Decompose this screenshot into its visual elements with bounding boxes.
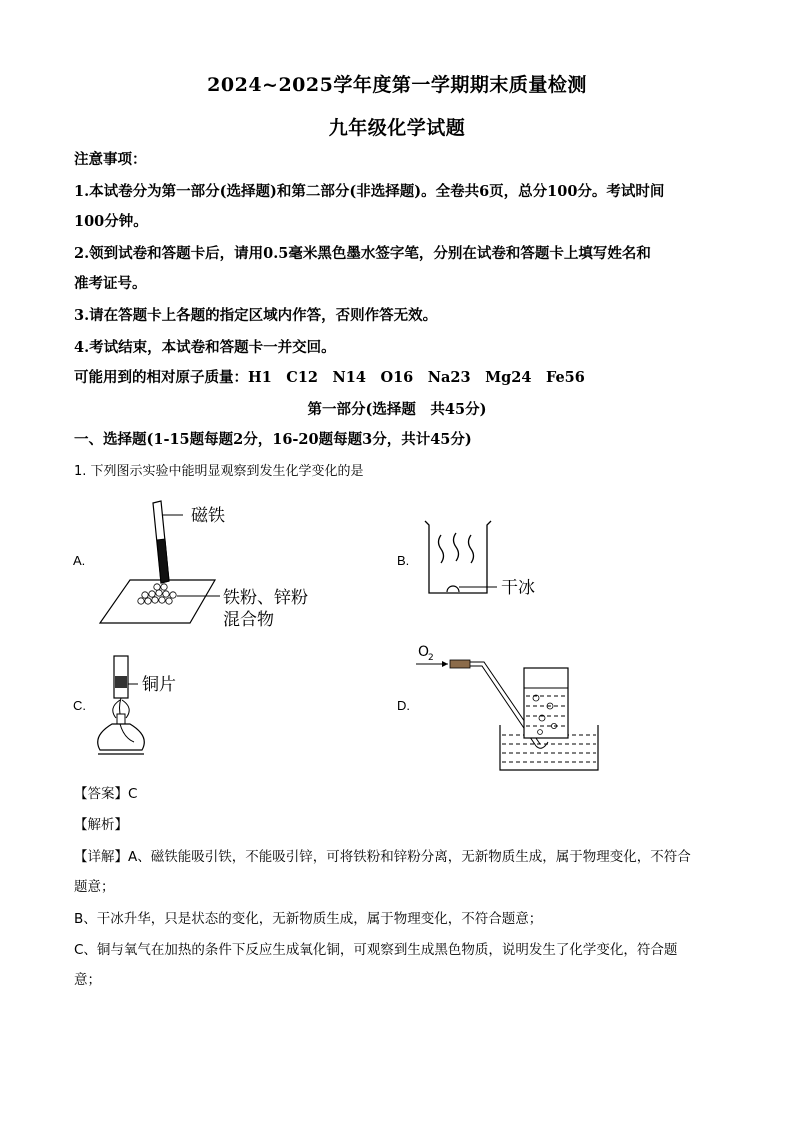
analysis-tag: 【解析】 [74, 817, 128, 833]
detail-c-line-2: 意； [74, 972, 101, 988]
notice-line-1b: 100分钟。 [74, 213, 148, 230]
option-c-label: C. [73, 698, 86, 713]
fig-a-label-mixture: 混合物 [223, 610, 274, 630]
figure-c-lamp [90, 652, 210, 760]
notice-heading: 注意事项： [74, 151, 147, 168]
fig-a-label-powder: 铁粉、锌粉 [223, 588, 308, 608]
detail-c-line-1: C、铜与氧气在加热的条件下反应生成氧化铜，可观察到生成黑色物质，说明发生了化学变化，符合题 [74, 942, 678, 958]
fig-b-label-dry-ice: 干冰 [501, 578, 535, 598]
notice-line-3: 3.请在答题卡上各题的指定区域内作答，否则作答无效。 [74, 307, 438, 324]
notice-line-2b: 准考证号。 [74, 275, 147, 292]
notice-line-2a: 2.领到试卷和答题卡后，请用0.5毫米黑色墨水签字笔，分别在试卷和答题卡上填写姓名和 [74, 245, 651, 262]
part-title: 第一部分(选择题 共45分) [307, 401, 487, 418]
answer-tag: 【答案】 [74, 786, 128, 802]
atomic-masses: 可能用到的相对原子质量：H1 C12 N14 O16 Na23 Mg24 Fe56 [74, 369, 585, 386]
question-stem: 1. 下列图示实验中能明显观察到发生化学变化的是 [74, 464, 364, 479]
page-subtitle: 九年级化学试题 [328, 117, 466, 139]
answer-line [74, 784, 734, 804]
fig-d-label-o: O [418, 644, 430, 660]
option-a-label: A. [73, 553, 86, 568]
fig-d-label-2: 2 [428, 653, 434, 663]
option-d-label: D. [397, 698, 410, 713]
figure-d-gas-collection [412, 640, 607, 775]
detail-a-line-1: 【详解】A、磁铁能吸引铁，不能吸引锌，可将铁粉和锌粉分离，无新物质生成，属于物理变化，不符合 [74, 849, 691, 865]
detail-b: B、干冰升华，只是状态的变化，无新物质生成，属于物理变化，不符合题意； [74, 911, 543, 927]
option-b-label: B. [397, 553, 410, 568]
fig-c-label-copper: 铜片 [142, 675, 176, 695]
section-title: 一、选择题(1-15题每题2分，16-20题每题3分，共计45分) [74, 431, 472, 448]
page-title: 2024~2025学年度第一学期期末质量检测 [207, 74, 587, 96]
fig-a-label-magnet: 磁铁 [191, 506, 225, 526]
detail-a-line-2: 题意； [74, 879, 115, 895]
notice-line-4: 4.考试结束，本试卷和答题卡一并交回。 [74, 339, 336, 356]
answer-value: C [128, 786, 138, 802]
figure-b-beaker [415, 515, 565, 600]
figure-a-magnet [95, 495, 335, 635]
notice-line-1a: 1.本试卷分为第一部分(选择题)和第二部分(非选择题)。全卷共6页，总分100分。考试时间 [74, 183, 665, 200]
